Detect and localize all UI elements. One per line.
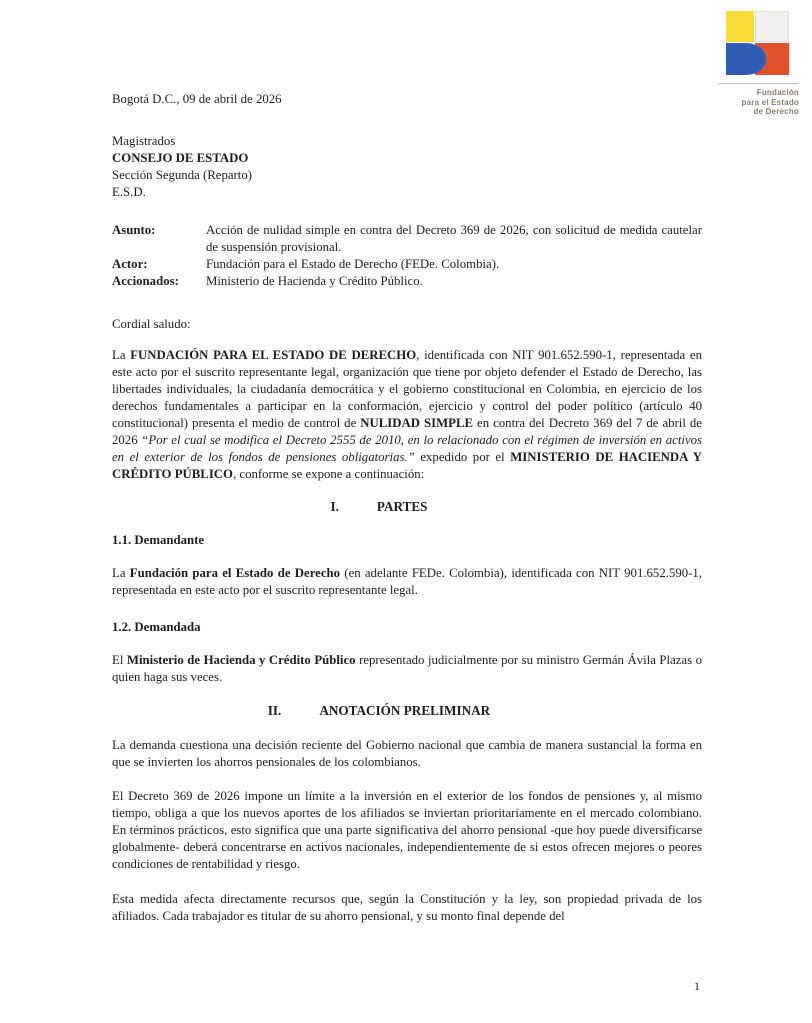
fede-logo (719, 10, 799, 117)
intro-paragraph: La FUNDACIÓN PARA EL ESTADO DE DERECHO, identificada con NIT 901.652.590-1, representada en este acto por el suscrito representante legal, organización que tiene por objeto defender el Estado de Derecho, las libertades individuales, la ciudadanía democrática y el gobierno constitucional en Colombia, en ejercicio de los derechos fundamentales a participar en la conformación, ejercicio y control del poder político (artículo 40 constitucional) presenta el medio de control de NULIDAD SIMPLE en contra del Decreto 369 del 7 de abril de 2026 “Por el cual se modifica el Decreto 2555 de 2010, en lo relacionado con el régimen de inversión en activos en el exterior de los fondos de pensiones obligatorias.” expedido por el MINISTERIO DE HACIENDA Y CRÉDITO PÚBLICO, conforme se expone a continuación: (112, 348, 703, 481)
subject-row-actor (112, 256, 702, 273)
subject-label: Asunto: (112, 223, 156, 237)
subsection-heading-demandada: 1.2. Demandada (112, 620, 201, 634)
logo-wordmark-line-2: para el Estado (741, 97, 799, 107)
recipient-block (112, 133, 702, 201)
logo-wordmark (719, 88, 799, 117)
subject-row-accionados (112, 273, 702, 290)
logo-wordmark-line-3: de Derecho (753, 107, 799, 116)
anotacion-paragraph-3: Esta medida afecta directamente recursos que, según la Constitución y la ley, son propiedad privada de los afiliados. Cada trabajador es titular de su ahorro pensional, y su monto final depende del (112, 892, 702, 923)
subject-label: Accionados: (112, 274, 179, 288)
fede-logo-mark (725, 10, 789, 75)
demandante-paragraph: La Fundación para el Estado de Derecho (en adelante FEDe. Colombia), identificada con NIT 901.652.590-1, representada en este acto por el suscrito representante legal. (112, 566, 702, 597)
subject-value: Acción de nulidad simple en contra del Decreto 369 de 2026, con solicitud de medida cautelar de suspensión provisional. (206, 223, 702, 254)
section-number: I. (330, 499, 339, 514)
logo-yellow-square (726, 11, 754, 42)
logo-divider (719, 83, 799, 84)
date-line: Bogotá D.C., 09 de abril de 2026 (112, 92, 282, 106)
section-heading-anotacion-preliminar (112, 702, 702, 719)
logo-wordmark-line-1: Fundación (756, 88, 799, 97)
demandada-paragraph: El Ministerio de Hacienda y Crédito Público representado judicialmente por su ministro Germán Ávila Plazas o quien haga sus veces. (112, 653, 702, 684)
recipient-magistrados: Magistrados (112, 134, 176, 148)
anotacion-paragraph-2: El Decreto 369 de 2026 impone un límite a la inversión en el exterior de los fondos de pensiones y, al mismo tiempo, obliga a que los nuevos aportes de los afiliados se inviertan prioritariamente en el mercado colombiano. En términos prácticos, esto significa que una parte significativa del ahorro pensional -que hoy puede diversificarse globalmente- deberá concentrarse en activos nacionales, independientemente de si estos ofrecen mejores o peores condiciones de rentabilidad y riesgo. (112, 789, 702, 871)
section-heading-partes (112, 498, 702, 515)
logo-light-square (755, 11, 789, 42)
document-body (112, 0, 702, 925)
section-title: PARTES (376, 499, 428, 514)
subject-value: Fundación para el Estado de Derecho (FEDe. Colombia). (206, 257, 500, 271)
subject-row-asunto (112, 222, 702, 256)
section-title: ANOTACIÓN PRELIMINAR (319, 703, 491, 718)
anotacion-paragraph-1: La demanda cuestiona una decisión reciente del Gobierno nacional que cambia de manera sustancial la forma en que se invierten los ahorros pensionales de los colombianos. (112, 738, 702, 769)
section-number: II. (267, 703, 282, 718)
subsection-heading-demandante: 1.1. Demandante (112, 533, 205, 547)
logo-blue-d-shape (726, 43, 766, 76)
subject-value: Ministerio de Hacienda y Crédito Público. (206, 274, 423, 288)
subject-table (112, 222, 702, 290)
subject-label: Actor: (112, 257, 148, 271)
recipient-esd: E.S.D. (112, 185, 146, 199)
recipient-consejo-de-estado: CONSEJO DE ESTADO (112, 151, 249, 165)
page-number: 1 (694, 979, 700, 993)
recipient-seccion: Sección Segunda (Reparto) (112, 168, 253, 182)
greeting-line: Cordial saludo: (112, 317, 191, 331)
